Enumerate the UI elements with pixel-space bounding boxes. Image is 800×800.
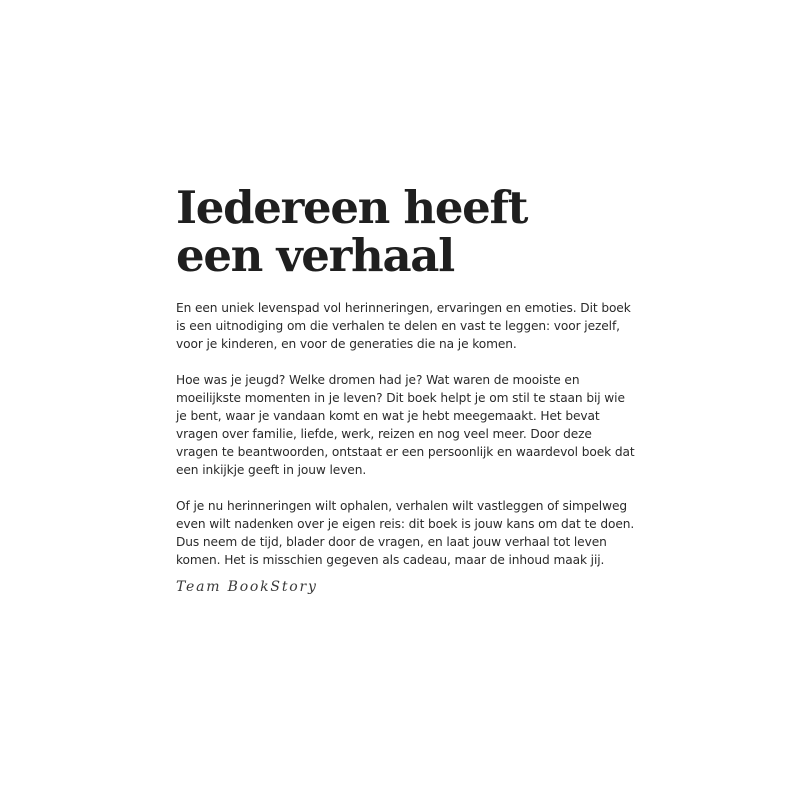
title-line-2: een verhaal bbox=[176, 229, 454, 282]
title-line-1: Iedereen heeft bbox=[176, 181, 528, 234]
signature: Team BookStory bbox=[176, 579, 318, 595]
page-title bbox=[176, 181, 636, 282]
intro-paragraph-2: Hoe was je jeugd? Welke dromen had je? Wat waren de mooiste en moeilijkste momenten in je leven? Dit boek helpt je om stil te staan bij wie je bent, waar je vandaan komt en wat je hebt meegemaakt. Het bevat vragen over familie, liefde, werk, reizen en nog veel meer. Door deze vragen te beantwoorden, ontstaat er een persoonlijk en waardevol boek dat een inkijkje geeft in jouw leven. bbox=[176, 373, 635, 477]
intro-section bbox=[176, 181, 636, 595]
intro-paragraph-3: Of je nu herinneringen wilt ophalen, verhalen wilt vastleggen of simpelweg even wilt nadenken over je eigen reis: dit boek is jouw kans om dat te doen. Dus neem de tijd, blader door de vragen, en laat jouw verhaal tot leven komen. Het is misschien gegeven als cadeau, maar de inhoud maak jij. bbox=[176, 499, 635, 567]
intro-paragraph-1: En een uniek levenspad vol herinneringen, ervaringen en emoties. Dit boek is een uitnodiging om die verhalen te delen en vast te leggen: voor jezelf, voor je kinderen, en voor de generaties die na je komen. bbox=[176, 301, 631, 351]
